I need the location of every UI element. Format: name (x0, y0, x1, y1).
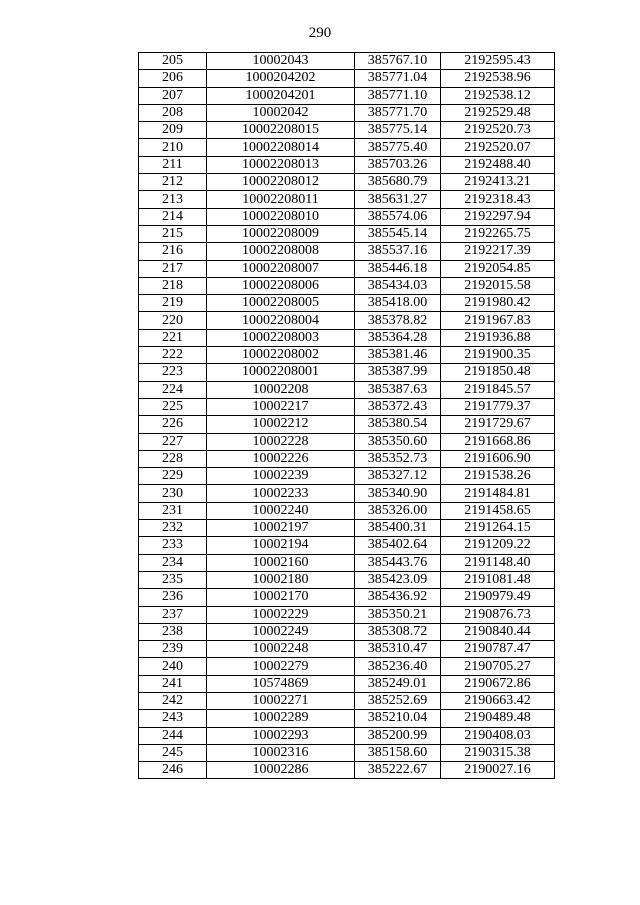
table-row (139, 675, 555, 692)
x-coordinate-cell: 385545.14 (355, 225, 441, 242)
point-number-cell: 241 (139, 675, 207, 692)
point-number-cell: 239 (139, 641, 207, 658)
point-id-cell: 10002160 (207, 554, 355, 571)
coordinates-table (138, 52, 555, 779)
x-coordinate-cell: 385310.47 (355, 641, 441, 658)
point-number-cell: 223 (139, 364, 207, 381)
table-row (139, 70, 555, 87)
x-coordinate-cell: 385381.46 (355, 347, 441, 364)
x-coordinate-cell: 385378.82 (355, 312, 441, 329)
y-coordinate-cell: 2191148.40 (441, 554, 555, 571)
table-row (139, 710, 555, 727)
y-coordinate-cell: 2191264.15 (441, 520, 555, 537)
x-coordinate-cell: 385326.00 (355, 502, 441, 519)
x-coordinate-cell: 385352.73 (355, 450, 441, 467)
x-coordinate-cell: 385775.14 (355, 122, 441, 139)
point-number-cell: 234 (139, 554, 207, 571)
y-coordinate-cell: 2192595.43 (441, 53, 555, 70)
point-number-cell: 207 (139, 87, 207, 104)
table-row (139, 571, 555, 588)
x-coordinate-cell: 385423.09 (355, 571, 441, 588)
y-coordinate-cell: 2191484.81 (441, 485, 555, 502)
y-coordinate-cell: 2190408.03 (441, 727, 555, 744)
point-number-cell: 220 (139, 312, 207, 329)
point-id-cell: 10002217 (207, 398, 355, 415)
point-id-cell: 10002208014 (207, 139, 355, 156)
x-coordinate-cell: 385327.12 (355, 468, 441, 485)
point-id-cell: 10002208003 (207, 329, 355, 346)
point-id-cell: 10002208 (207, 381, 355, 398)
point-number-cell: 228 (139, 450, 207, 467)
x-coordinate-cell: 385703.26 (355, 156, 441, 173)
table-row (139, 641, 555, 658)
table-row (139, 260, 555, 277)
table-row (139, 87, 555, 104)
point-number-cell: 218 (139, 277, 207, 294)
y-coordinate-cell: 2190787.47 (441, 641, 555, 658)
x-coordinate-cell: 385418.00 (355, 295, 441, 312)
point-number-cell: 224 (139, 381, 207, 398)
point-number-cell: 214 (139, 208, 207, 225)
point-id-cell: 10002289 (207, 710, 355, 727)
table-row (139, 589, 555, 606)
point-id-cell: 10002233 (207, 485, 355, 502)
point-id-cell: 10002208002 (207, 347, 355, 364)
y-coordinate-cell: 2192297.94 (441, 208, 555, 225)
x-coordinate-cell: 385380.54 (355, 416, 441, 433)
x-coordinate-cell: 385200.99 (355, 727, 441, 744)
point-id-cell: 10002208009 (207, 225, 355, 242)
x-coordinate-cell: 385236.40 (355, 658, 441, 675)
table-row (139, 174, 555, 191)
table-row (139, 450, 555, 467)
y-coordinate-cell: 2191458.65 (441, 502, 555, 519)
table-row (139, 398, 555, 415)
table-row (139, 122, 555, 139)
point-id-cell: 10002208004 (207, 312, 355, 329)
point-id-cell: 10002316 (207, 744, 355, 761)
x-coordinate-cell: 385574.06 (355, 208, 441, 225)
x-coordinate-cell: 385537.16 (355, 243, 441, 260)
table-row (139, 485, 555, 502)
page-number: 290 (308, 25, 332, 41)
point-number-cell: 235 (139, 571, 207, 588)
point-number-cell: 232 (139, 520, 207, 537)
y-coordinate-cell: 2191967.83 (441, 312, 555, 329)
y-coordinate-cell: 2192413.21 (441, 174, 555, 191)
y-coordinate-cell: 2192488.40 (441, 156, 555, 173)
x-coordinate-cell: 385387.99 (355, 364, 441, 381)
y-coordinate-cell: 2191980.42 (441, 295, 555, 312)
point-number-cell: 225 (139, 398, 207, 415)
point-number-cell: 216 (139, 243, 207, 260)
point-number-cell: 211 (139, 156, 207, 173)
x-coordinate-cell: 385767.10 (355, 53, 441, 70)
table-row (139, 243, 555, 260)
x-coordinate-cell: 385400.31 (355, 520, 441, 537)
table-row (139, 554, 555, 571)
x-coordinate-cell: 385340.90 (355, 485, 441, 502)
point-id-cell: 10002240 (207, 502, 355, 519)
y-coordinate-cell: 2192520.07 (441, 139, 555, 156)
x-coordinate-cell: 385771.10 (355, 87, 441, 104)
y-coordinate-cell: 2191209.22 (441, 537, 555, 554)
x-coordinate-cell: 385443.76 (355, 554, 441, 571)
point-id-cell: 10002249 (207, 623, 355, 640)
x-coordinate-cell: 385350.21 (355, 606, 441, 623)
table-row (139, 623, 555, 640)
table-row (139, 277, 555, 294)
x-coordinate-cell: 385350.60 (355, 433, 441, 450)
y-coordinate-cell: 2191779.37 (441, 398, 555, 415)
point-id-cell: 10002180 (207, 571, 355, 588)
point-id-cell: 10002208006 (207, 277, 355, 294)
point-id-cell: 1000204202 (207, 70, 355, 87)
y-coordinate-cell: 2190705.27 (441, 658, 555, 675)
point-number-cell: 215 (139, 225, 207, 242)
y-coordinate-cell: 2190489.48 (441, 710, 555, 727)
table-row (139, 658, 555, 675)
table-row (139, 295, 555, 312)
point-id-cell: 10574869 (207, 675, 355, 692)
point-number-cell: 240 (139, 658, 207, 675)
table-row (139, 208, 555, 225)
point-number-cell: 244 (139, 727, 207, 744)
x-coordinate-cell: 385434.03 (355, 277, 441, 294)
x-coordinate-cell: 385364.28 (355, 329, 441, 346)
x-coordinate-cell: 385158.60 (355, 744, 441, 761)
x-coordinate-cell: 385222.67 (355, 762, 441, 779)
table-row (139, 744, 555, 761)
table-row (139, 225, 555, 242)
point-number-cell: 246 (139, 762, 207, 779)
point-number-cell: 222 (139, 347, 207, 364)
point-number-cell: 231 (139, 502, 207, 519)
table-row (139, 762, 555, 779)
x-coordinate-cell: 385372.43 (355, 398, 441, 415)
point-number-cell: 221 (139, 329, 207, 346)
y-coordinate-cell: 2191850.48 (441, 364, 555, 381)
point-id-cell: 10002208005 (207, 295, 355, 312)
y-coordinate-cell: 2192265.75 (441, 225, 555, 242)
table-row (139, 53, 555, 70)
point-number-cell: 230 (139, 485, 207, 502)
point-number-cell: 219 (139, 295, 207, 312)
x-coordinate-cell: 385252.69 (355, 692, 441, 709)
point-number-cell: 233 (139, 537, 207, 554)
point-id-cell: 10002042 (207, 104, 355, 121)
point-id-cell: 10002208008 (207, 243, 355, 260)
table-row (139, 468, 555, 485)
point-number-cell: 243 (139, 710, 207, 727)
y-coordinate-cell: 2192217.39 (441, 243, 555, 260)
y-coordinate-cell: 2191845.57 (441, 381, 555, 398)
y-coordinate-cell: 2191081.48 (441, 571, 555, 588)
y-coordinate-cell: 2192318.43 (441, 191, 555, 208)
table-row (139, 433, 555, 450)
table-row (139, 347, 555, 364)
table-row (139, 520, 555, 537)
y-coordinate-cell: 2190672.86 (441, 675, 555, 692)
x-coordinate-cell: 385249.01 (355, 675, 441, 692)
point-id-cell: 10002208015 (207, 122, 355, 139)
table-row (139, 537, 555, 554)
y-coordinate-cell: 2192538.12 (441, 87, 555, 104)
y-coordinate-cell: 2192054.85 (441, 260, 555, 277)
point-number-cell: 205 (139, 53, 207, 70)
point-id-cell: 10002271 (207, 692, 355, 709)
y-coordinate-cell: 2191729.67 (441, 416, 555, 433)
point-id-cell: 10002212 (207, 416, 355, 433)
table-row (139, 104, 555, 121)
point-number-cell: 236 (139, 589, 207, 606)
y-coordinate-cell: 2191668.86 (441, 433, 555, 450)
table-row (139, 606, 555, 623)
point-number-cell: 245 (139, 744, 207, 761)
x-coordinate-cell: 385446.18 (355, 260, 441, 277)
table-row (139, 329, 555, 346)
point-number-cell: 238 (139, 623, 207, 640)
point-id-cell: 10002293 (207, 727, 355, 744)
table-row (139, 381, 555, 398)
table-row (139, 502, 555, 519)
y-coordinate-cell: 2192015.58 (441, 277, 555, 294)
y-coordinate-cell: 2190840.44 (441, 623, 555, 640)
x-coordinate-cell: 385210.04 (355, 710, 441, 727)
point-number-cell: 210 (139, 139, 207, 156)
table-row (139, 692, 555, 709)
y-coordinate-cell: 2192538.96 (441, 70, 555, 87)
x-coordinate-cell: 385775.40 (355, 139, 441, 156)
point-id-cell: 10002228 (207, 433, 355, 450)
table-row (139, 139, 555, 156)
point-number-cell: 208 (139, 104, 207, 121)
y-coordinate-cell: 2190876.73 (441, 606, 555, 623)
point-number-cell: 237 (139, 606, 207, 623)
point-id-cell: 10002170 (207, 589, 355, 606)
point-number-cell: 227 (139, 433, 207, 450)
y-coordinate-cell: 2191936.88 (441, 329, 555, 346)
point-number-cell: 206 (139, 70, 207, 87)
point-id-cell: 10002194 (207, 537, 355, 554)
point-id-cell: 10002197 (207, 520, 355, 537)
y-coordinate-cell: 2190663.42 (441, 692, 555, 709)
point-number-cell: 213 (139, 191, 207, 208)
y-coordinate-cell: 2190979.49 (441, 589, 555, 606)
x-coordinate-cell: 385771.04 (355, 70, 441, 87)
y-coordinate-cell: 2192520.73 (441, 122, 555, 139)
point-number-cell: 212 (139, 174, 207, 191)
x-coordinate-cell: 385387.63 (355, 381, 441, 398)
x-coordinate-cell: 385308.72 (355, 623, 441, 640)
x-coordinate-cell: 385771.70 (355, 104, 441, 121)
y-coordinate-cell: 2192529.48 (441, 104, 555, 121)
point-id-cell: 10002208007 (207, 260, 355, 277)
point-number-cell: 229 (139, 468, 207, 485)
x-coordinate-cell: 385680.79 (355, 174, 441, 191)
point-id-cell: 10002208001 (207, 364, 355, 381)
x-coordinate-cell: 385402.64 (355, 537, 441, 554)
y-coordinate-cell: 2191538.26 (441, 468, 555, 485)
point-id-cell: 10002043 (207, 53, 355, 70)
table-row (139, 364, 555, 381)
point-number-cell: 226 (139, 416, 207, 433)
table-body (139, 53, 555, 779)
point-id-cell: 1000204201 (207, 87, 355, 104)
point-id-cell: 10002208012 (207, 174, 355, 191)
point-id-cell: 10002248 (207, 641, 355, 658)
y-coordinate-cell: 2191900.35 (441, 347, 555, 364)
point-id-cell: 10002279 (207, 658, 355, 675)
y-coordinate-cell: 2190027.16 (441, 762, 555, 779)
point-number-cell: 217 (139, 260, 207, 277)
point-id-cell: 10002226 (207, 450, 355, 467)
point-number-cell: 209 (139, 122, 207, 139)
x-coordinate-cell: 385436.92 (355, 589, 441, 606)
point-id-cell: 10002286 (207, 762, 355, 779)
point-id-cell: 10002208013 (207, 156, 355, 173)
table-row (139, 312, 555, 329)
y-coordinate-cell: 2190315.38 (441, 744, 555, 761)
point-number-cell: 242 (139, 692, 207, 709)
table-row (139, 416, 555, 433)
table-row (139, 156, 555, 173)
point-id-cell: 10002208010 (207, 208, 355, 225)
point-id-cell: 10002208011 (207, 191, 355, 208)
point-id-cell: 10002229 (207, 606, 355, 623)
point-id-cell: 10002239 (207, 468, 355, 485)
x-coordinate-cell: 385631.27 (355, 191, 441, 208)
y-coordinate-cell: 2191606.90 (441, 450, 555, 467)
table-row (139, 191, 555, 208)
table-row (139, 727, 555, 744)
